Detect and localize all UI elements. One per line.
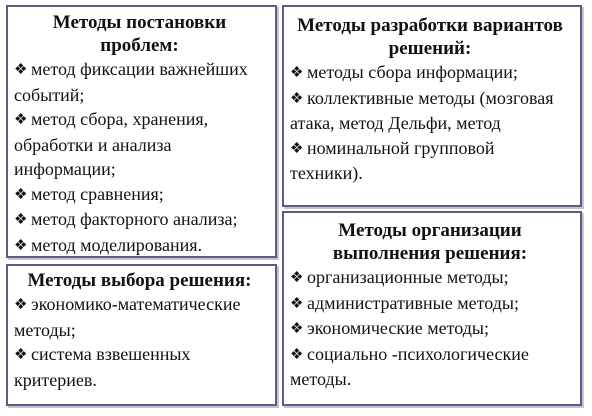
methods-list xyxy=(14,292,265,392)
diamond-star-bullet-icon: ❖ xyxy=(14,186,28,203)
item-text: номинальной групповой техники). xyxy=(290,137,495,183)
list-item xyxy=(290,342,570,392)
list-item xyxy=(14,207,265,233)
item-text: метод моделирования. xyxy=(31,234,203,255)
diamond-star-bullet-icon: ❖ xyxy=(290,270,304,286)
box-title: Методы разработки вариантов решений: xyxy=(297,15,563,59)
diamond-star-bullet-icon: ❖ xyxy=(14,62,28,78)
item-text: административные методы; xyxy=(307,292,519,313)
diamond-star-bullet-icon: ❖ xyxy=(290,140,304,157)
item-text: метод сбора, хранения, обработки и анализа информации; xyxy=(14,109,209,179)
methods-list xyxy=(290,60,570,186)
item-text: экономико-математические методы; xyxy=(14,294,241,340)
box-title: Методы организации выполнения решения: xyxy=(332,220,528,264)
item-text: коллективные методы (мозговая атака, метод Дельфи, метод xyxy=(290,87,554,133)
diamond-star-bullet-icon: ❖ xyxy=(14,347,28,363)
methods-list xyxy=(14,57,265,258)
item-text: экономические методы; xyxy=(307,318,489,338)
list-item xyxy=(14,182,265,208)
item-text: метод фиксации важнейших событий; xyxy=(14,59,248,105)
item-text: социально -психологические методы. xyxy=(290,343,529,389)
list-item xyxy=(14,292,265,342)
item-text: методы сбора информации; xyxy=(307,62,518,82)
list-item xyxy=(14,107,265,182)
diamond-star-bullet-icon: ❖ xyxy=(290,321,304,337)
item-text: метод факторного анализа; xyxy=(31,209,238,229)
diamond-star-bullet-icon: ❖ xyxy=(14,237,28,254)
box-title: Методы выбора решения: xyxy=(27,270,252,291)
list-item xyxy=(14,57,265,107)
solution-variants-methods-box xyxy=(282,5,582,207)
list-item xyxy=(290,136,570,186)
diamond-star-bullet-icon: ❖ xyxy=(290,346,304,363)
diamond-star-bullet-icon: ❖ xyxy=(290,295,304,312)
list-item xyxy=(14,233,265,259)
list-item xyxy=(290,291,570,317)
diamond-star-bullet-icon: ❖ xyxy=(14,112,28,128)
box-title: Методы постановки проблем: xyxy=(52,12,227,56)
list-item xyxy=(14,342,265,392)
list-item xyxy=(290,316,570,342)
diamond-star-bullet-icon: ❖ xyxy=(290,90,304,107)
item-text: метод сравнения; xyxy=(31,183,164,204)
item-text: система взвешенных критериев. xyxy=(14,344,191,390)
execution-organization-methods-box xyxy=(282,211,582,406)
methods-list xyxy=(290,265,570,392)
diamond-star-bullet-icon: ❖ xyxy=(14,212,28,228)
list-item xyxy=(290,86,570,136)
item-text: организационные методы; xyxy=(307,267,509,287)
solution-choice-methods-box xyxy=(6,264,277,406)
diamond-star-bullet-icon: ❖ xyxy=(290,65,304,81)
list-item xyxy=(290,265,570,291)
problem-setting-methods-box xyxy=(6,5,277,258)
list-item xyxy=(290,60,570,86)
diamond-star-bullet-icon: ❖ xyxy=(14,297,28,313)
